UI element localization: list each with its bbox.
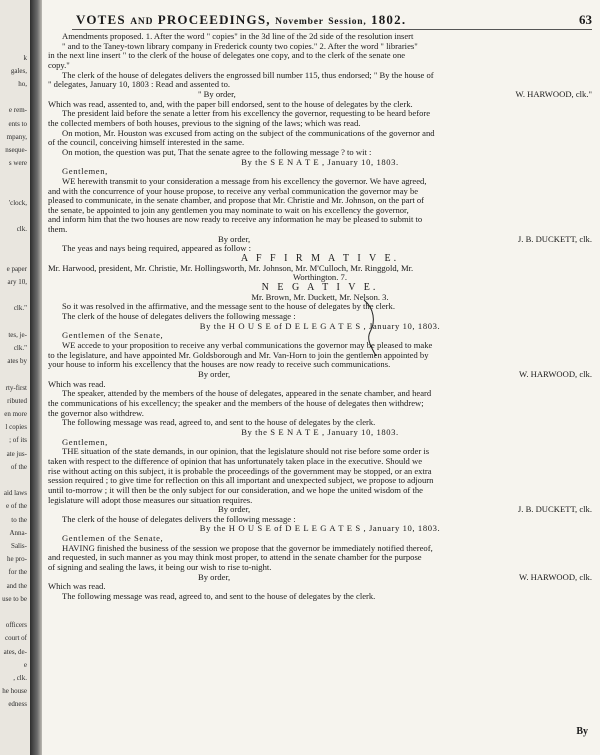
text-line: A F F I R M A T I V E. — [240, 254, 400, 264]
margin-fragment: e of the — [6, 502, 27, 511]
document-page — [42, 0, 600, 755]
text-line: Worthington. 7. — [293, 273, 347, 283]
margin-fragment: e paper — [6, 264, 27, 273]
text-line: legislature will adopt those measures our situation requires. — [48, 495, 253, 505]
text-line: Gentlemen of the Senate, — [62, 331, 164, 341]
facing-page-fragment — [0, 0, 31, 755]
header-rule — [72, 29, 592, 30]
margin-fragment: en more — [4, 410, 27, 418]
signature-clerk: W. HARWOOD, clk." — [515, 89, 592, 99]
margin-fragment: ate jus- — [6, 449, 27, 458]
text-line: Mr. Harwood, president, Mr. Christie, Mr. Hollingsworth, Mr. Johnson, Mr. M'Culloch, Mr. Ringgold, Mr. — [48, 263, 414, 273]
text-line: By the S E N A T E , January 10, 1803. — [241, 157, 399, 167]
margin-fragment: rty-first — [5, 383, 27, 392]
text-line: By the S E N A T E , January 10, 1803. — [241, 427, 399, 437]
margin-fragment: Anna- — [9, 528, 27, 537]
text-line: to the legislature, and have appointed Mr. Goldsborough and Mr. Van-Horn to join the gentlemen appointed by — [48, 350, 429, 360]
margin-fragment: l copies — [5, 423, 27, 432]
text-line: of the council, conceiving himself interested in the same. — [48, 138, 245, 148]
text-line: and requested, in such manner as you may think most proper, to attend in the senate chamber for the purpose — [48, 553, 422, 563]
text-line: Gentlemen, — [62, 437, 108, 447]
text-line: taken with respect to the difference of opinion that has unfortunately taken place in the executive. Should we — [48, 456, 423, 466]
text-line: N E G A T I V E. — [261, 283, 379, 293]
text-line: them. — [48, 225, 68, 235]
signature-clerk: W. HARWOOD, clk. — [519, 369, 592, 379]
text-line: the communications of his excellency; the speaker and the members of the house of delegates then withdrew; — [48, 398, 424, 408]
text-line: By the H O U S E of D E L E G A T E S , January 10, 1803. — [199, 524, 441, 534]
text-line: rise without acting on this subject, it is probable the proceedings of the government may be stopped, or an extra — [48, 466, 432, 476]
margin-fragment: to the — [11, 515, 27, 524]
text-line: the senate, be appointed to join any gentlemen you may nominate to wait on his excellency the governor, — [48, 205, 409, 215]
text-line — [48, 90, 592, 100]
text-line: So it was resolved in the affirmative, and the message sent to the house of delegates by the clerk. — [62, 302, 395, 312]
margin-fragment: tes, je- — [8, 330, 27, 339]
margin-fragment: ents to — [8, 119, 27, 128]
margin-fragment: ary 10, — [7, 278, 27, 286]
margin-fragment: of the — [10, 462, 27, 471]
margin-fragment: ributed — [7, 396, 27, 405]
margin-fragment: aid laws — [3, 489, 27, 498]
text-line: pleased to communicate, in the senate chamber, and propose that Mr. Christie and Mr. Johnson, on the part of — [48, 196, 425, 206]
text-line: " and to the Taney-town library company in Frederick county two copies." 2. After the word " libraries" — [62, 41, 418, 51]
margin-fragment: , clk. — [13, 674, 27, 682]
text-line — [48, 370, 592, 380]
text-line: your house to inform his excellency that the houses are now ready to receive such communications. — [48, 360, 391, 370]
text-line: The clerk of the house of delegates delivers the following message : — [62, 312, 296, 322]
text-line: Which was read, assented to, and, with the paper bill endorsed, sent to the house of delegates by the clerk. — [48, 99, 413, 109]
running-header — [76, 12, 592, 28]
ink-annotation-mark — [360, 298, 378, 358]
margin-fragment: he pro- — [6, 555, 27, 564]
margin-fragment: clk. — [16, 225, 27, 234]
text-line: the governor also withdrew. — [48, 408, 144, 418]
margin-fragment: nseque- — [5, 146, 27, 154]
text-line: session required ; to give time for reflection on this all important and unexpected subject, we propose to adjourn — [48, 476, 434, 486]
text-line: Which was read. — [48, 582, 106, 592]
text-line: WE herewith transmit to your consideration a message from his excellency the governor. We have agreed, — [62, 176, 427, 186]
margin-fragment: officers — [5, 621, 27, 630]
margin-fragment: e — [23, 660, 27, 669]
text-line: The yeas and nays being required, appeared as follow : — [62, 244, 251, 254]
body-text — [48, 32, 592, 602]
margin-fragment: for the — [8, 568, 27, 577]
margin-fragment: ates, de- — [3, 647, 27, 656]
margin-fragment: s were — [8, 159, 27, 168]
text-line: " delegates, January 10, 1803 : Read and assented to. — [48, 80, 231, 90]
margin-fragment: edness — [8, 700, 27, 709]
margin-fragment: k — [23, 53, 27, 62]
catchword: By — [576, 726, 588, 737]
margin-fragment: 'clock, — [8, 198, 27, 207]
text-line: The clerk of the house of delegates delivers the following message : — [62, 514, 296, 524]
margin-fragment: Salis- — [11, 542, 27, 550]
signature-clerk: W. HARWOOD, clk. — [519, 572, 592, 582]
margin-fragment: ; of its — [9, 436, 27, 445]
text-line: Gentlemen of the Senate, — [62, 534, 164, 544]
text-line — [48, 505, 592, 515]
text-line — [48, 573, 592, 583]
text-line: of signing and sealing the laws, it being our wish to rise to-night. — [48, 563, 272, 573]
margin-fragment: mpany, — [6, 132, 27, 141]
text-line: THE situation of the state demands, in our opinion, that the legislature should not rise before some order is — [62, 447, 430, 457]
margin-fragment: use to be — [2, 594, 27, 603]
signature-by-order: By order, — [218, 505, 251, 515]
text-line: On motion, the question was put, That the senate agree to the following message ? to wit : — [62, 147, 372, 157]
margin-fragment: clk." — [13, 344, 27, 352]
binding-gutter — [30, 0, 42, 755]
margin-fragment: court of — [5, 634, 27, 643]
signature-by-order: By order, — [198, 369, 231, 379]
margin-fragment: he house — [2, 687, 27, 696]
text-line: The following message was read, agreed to, and sent to the house of delegates by the clerk. — [62, 592, 376, 602]
text-line: Amendments proposed. 1. After the word " copies" in the 3d line of the 2d side of the resolution insert — [62, 32, 414, 41]
margin-fragment: and the — [6, 581, 27, 590]
signature-by-order: " By order, — [198, 89, 236, 99]
text-line: Gentlemen, — [62, 167, 108, 177]
header-title: VOTES AND PROCEEDINGS, November Session, 1802. — [76, 12, 407, 27]
text-line: The speaker, attended by the members of the house of delegates, appeared in the senate chamber, and heard — [62, 389, 432, 399]
text-line: HAVING finished the business of the session we propose that the governor be immediately notified thereof, — [62, 543, 433, 553]
signature-by-order: By order, — [218, 234, 251, 244]
text-line: The following message was read, agreed to, and sent to the house of delegates by the clerk. — [62, 418, 376, 428]
text-line: until to-morrow ; it will then be the only subject for our consideration, and we hope the united wisdom of the — [48, 485, 423, 495]
text-line: copy." — [48, 60, 70, 70]
signature-clerk: J. B. DUCKETT, clk. — [517, 505, 592, 515]
margin-fragment: ho, — [18, 80, 27, 88]
text-line: By the H O U S E of D E L E G A T E S , January 10, 1803. — [199, 321, 441, 331]
text-line: The clerk of the house of delegates delivers the engrossed bill number 115, thus endorsed; " By the house of — [62, 70, 434, 80]
text-line: and with the concurrence of your house propose, to receive any verbal communication the governor may be — [48, 186, 419, 196]
text-line — [48, 235, 592, 245]
text-line: Which was read. — [48, 379, 106, 389]
margin-fragment: gales, — [10, 66, 27, 75]
margin-fragment: e rem- — [8, 106, 27, 115]
text-line: in the next line insert " to the clerk of the house of delegates one copy, and to the clerk of the senate one — [48, 51, 406, 61]
margin-fragment: ates by — [7, 357, 27, 366]
text-line: and inform him that the two houses are now ready to receive any information he may be pleased to submit to — [48, 215, 423, 225]
text-line: WE accede to your proposition to receive any verbal communications the governor may be pleased to make — [62, 341, 433, 350]
text-line: The president laid before the senate a letter from his excellency the governor, requesting to be heard before — [62, 109, 431, 119]
signature-clerk: J. B. DUCKETT, clk. — [517, 234, 592, 244]
text-line: the collected members of both houses, previous to the signing of the laws; which was read. — [48, 118, 361, 128]
signature-by-order: By order, — [198, 572, 231, 582]
margin-fragment: clk." — [13, 304, 27, 313]
page-number: 63 — [579, 12, 592, 27]
text-line: Mr. Brown, Mr. Duckett, Mr. Nelson. 3. — [251, 292, 389, 302]
text-line: On motion, Mr. Houston was excused from acting on the subject of the communications of the governor and — [62, 128, 435, 138]
